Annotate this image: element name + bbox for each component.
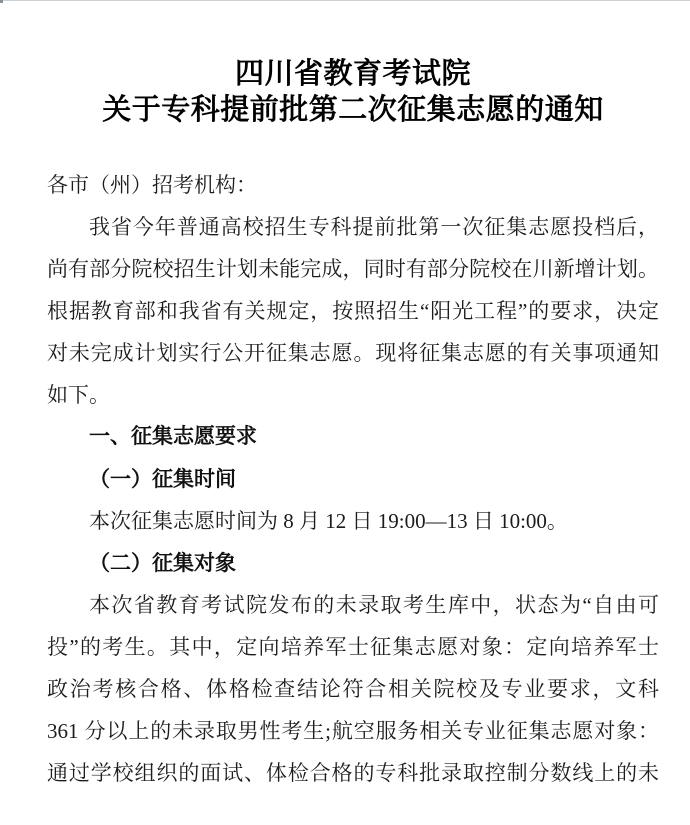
intro-line: 我省今年普通高校招生专科提前批第一次征集志愿投档后， (89, 215, 659, 239)
subsection-1-heading: （一）征集时间 (89, 467, 236, 491)
salutation: 各市（州）招考机构： (47, 173, 257, 197)
target-line: 361 分以上的未录取男性考生;航空服务相关专业征集志愿对象： (47, 719, 659, 743)
target-line: 本次省教育考试院发布的未录取考生库中，状态为“自由可 (89, 593, 659, 617)
collection-time-line: 本次征集志愿时间为 8 月 12 日 19:00—13 日 10:00。 (89, 509, 568, 533)
page-top-edge (0, 0, 690, 1)
target-line: 通过学校组织的面试、体检合格的专科批录取控制分数线上的未 (47, 761, 659, 785)
collection-target-paragraph (47, 584, 659, 794)
notice-title-line-2: 关于专科提前批第二次征集志愿的通知 (102, 94, 604, 126)
section-1-heading: 一、征集志愿要求 (89, 425, 257, 448)
notice-body (47, 164, 659, 794)
intro-line: 如下。 (47, 383, 110, 407)
intro-line: 对未完成计划实行公开征集志愿。现将征集志愿的有关事项通知 (47, 341, 659, 365)
target-line: 投”的考生。其中，定向培养军士征集志愿对象：定向培养军士 (47, 635, 659, 659)
intro-line: 尚有部分院校招生计划未能完成，同时有部分院校在川新增计划。 (47, 257, 659, 281)
target-line: 政治考核合格、体格检查结论符合相关院校及专业要求，文科 (47, 677, 659, 701)
page-top-edge-nub (0, 0, 3, 3)
intro-paragraph (47, 206, 659, 416)
subsection-2-heading: （二）征集对象 (89, 551, 236, 575)
intro-line: 根据教育部和我省有关规定，按照招生“阳光工程”的要求，决定 (47, 299, 659, 323)
notice-title (47, 56, 659, 128)
notice-title-line-1: 四川省教育考试院 (234, 58, 471, 90)
